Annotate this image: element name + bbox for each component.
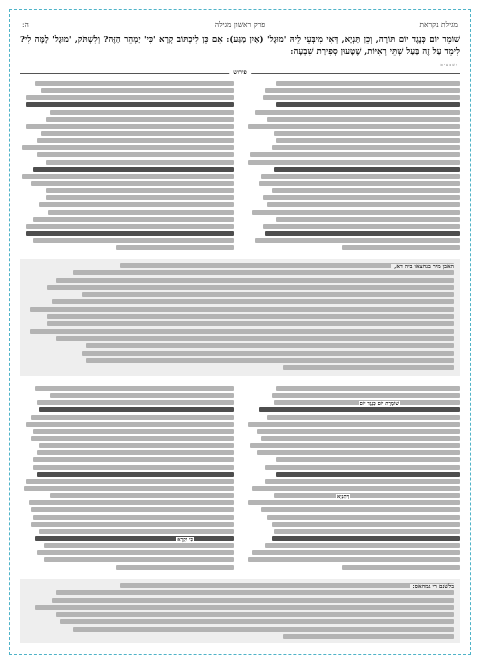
text-line xyxy=(265,543,460,548)
text-line xyxy=(41,131,234,136)
box-text-line xyxy=(47,285,454,290)
text-line xyxy=(261,436,460,441)
text-line xyxy=(44,557,234,562)
header-center: פרק ראשון מגילה xyxy=(214,20,266,29)
text-line xyxy=(33,429,234,434)
box-text-line xyxy=(52,299,454,304)
text-line xyxy=(252,210,460,215)
box-text-lines xyxy=(26,263,454,372)
box-title: האבן מיר בנחצאו ביה דא, xyxy=(391,264,454,270)
text-lines xyxy=(246,81,460,252)
mishna-paragraph: שׁוֹמֵר יוֹם כְּנֶגֶד יוֹם תּוֹרָה, וְכֵן תַּנְיָא, דְּאִי מִיבְּעֵי לֵיהּ 'מוּגָל' (אַיִן מַגַּע): אִם כֵּן לִיכְתּוֹב קְרָא 'כִּי' יַמְהֵר הַזֶּה? וְלִשְׁתֹּק, 'מוּגָל' לָמָּה לִי? לִימֵד עַל זֶה בַּעַל שְׁתֵּי רְאִיּוֹת, שֶׁטָּעוּן סְפִירַת שִׁבְעָה: xyxy=(20,35,460,57)
text-line xyxy=(276,457,460,462)
text-line xyxy=(46,195,234,200)
small-note: ושבעים xyxy=(440,62,458,67)
text-line xyxy=(50,393,234,398)
text-line xyxy=(44,543,234,548)
text-line xyxy=(263,224,460,229)
text-line xyxy=(31,436,234,441)
mishna-text xyxy=(20,34,460,58)
text-line xyxy=(272,145,460,150)
box-text-line xyxy=(73,627,454,632)
text-line xyxy=(267,117,460,122)
text-line xyxy=(250,152,460,157)
text-line xyxy=(248,422,460,427)
text-line xyxy=(37,472,234,477)
text-line xyxy=(22,174,234,179)
commentary-column-left xyxy=(20,81,234,253)
bold-phrase: שׁוֹמֶרֶת יוֹם כְּנֶגֶד יוֹם xyxy=(359,401,399,407)
text-line xyxy=(116,565,234,570)
text-line xyxy=(33,465,234,470)
text-line xyxy=(276,138,460,143)
header-right: מגילת נקראת xyxy=(419,20,458,29)
box-text-line xyxy=(30,329,454,334)
box-text-line xyxy=(56,612,454,617)
text-line xyxy=(265,479,460,484)
text-line xyxy=(259,181,460,186)
text-line xyxy=(31,522,234,527)
commentary-column-right xyxy=(246,81,460,253)
text-line xyxy=(274,493,460,498)
text-line xyxy=(33,457,234,462)
text-line xyxy=(342,245,460,250)
text-line xyxy=(276,386,460,391)
text-line xyxy=(248,160,460,165)
text-line xyxy=(33,238,234,243)
text-line xyxy=(272,188,460,193)
shaded-note-box xyxy=(20,579,460,643)
text-line xyxy=(31,415,234,420)
text-line xyxy=(31,507,234,512)
text-line xyxy=(250,443,460,448)
bold-phrase: דְּתַנְיָא xyxy=(336,494,349,500)
box-title: בלשנם רי גמחאס: xyxy=(410,584,454,590)
text-line xyxy=(50,110,234,115)
text-line xyxy=(37,152,234,157)
text-line xyxy=(39,529,234,534)
box-text-line xyxy=(82,292,454,297)
text-line xyxy=(39,202,234,207)
shaded-commentary-box xyxy=(20,259,460,376)
text-line xyxy=(259,407,460,412)
box-text-line xyxy=(47,321,454,326)
text-line xyxy=(265,465,460,470)
text-line xyxy=(257,450,460,455)
box-text-line xyxy=(47,314,454,319)
text-line xyxy=(37,450,234,455)
box-text-line xyxy=(60,619,454,624)
text-line xyxy=(265,88,460,93)
box-text-lines xyxy=(26,583,454,641)
text-lines xyxy=(20,81,234,252)
text-line xyxy=(29,500,234,505)
text-line xyxy=(267,415,460,420)
text-line xyxy=(33,167,234,172)
header-page-number: ה: xyxy=(22,20,29,29)
text-line xyxy=(272,393,460,398)
text-line xyxy=(26,102,234,107)
text-line xyxy=(276,217,460,222)
text-line xyxy=(26,224,234,229)
text-line xyxy=(48,210,234,215)
running-header xyxy=(20,18,460,32)
text-line xyxy=(248,557,460,562)
box-text-line xyxy=(56,336,454,341)
bold-phrase: כִּי יִקְרָא xyxy=(177,537,193,543)
text-line xyxy=(50,493,234,498)
text-line xyxy=(26,231,234,236)
text-line xyxy=(261,507,460,512)
text-line xyxy=(274,529,460,534)
text-line xyxy=(272,536,460,541)
text-line xyxy=(26,95,234,100)
text-line xyxy=(22,145,234,150)
box-text-line xyxy=(56,278,454,283)
text-line xyxy=(116,245,234,250)
text-line xyxy=(274,131,460,136)
text-line xyxy=(252,550,460,555)
text-line xyxy=(252,486,460,491)
text-line xyxy=(272,522,460,527)
text-line xyxy=(267,515,460,520)
text-line xyxy=(257,429,460,434)
text-line xyxy=(35,81,234,86)
box-text-line xyxy=(35,605,454,610)
box-text-line xyxy=(73,270,454,275)
text-line xyxy=(274,167,460,172)
text-line xyxy=(33,217,234,222)
text-line xyxy=(37,400,234,405)
text-line xyxy=(39,407,234,412)
text-line xyxy=(46,117,234,122)
text-lines xyxy=(246,386,460,572)
peirush-label: פירוש xyxy=(229,69,251,76)
text-line xyxy=(46,188,234,193)
text-line xyxy=(39,443,234,448)
text-line xyxy=(255,110,460,115)
text-line xyxy=(255,238,460,243)
box-text-line xyxy=(82,351,454,356)
text-line xyxy=(276,81,460,86)
text-line xyxy=(342,565,460,570)
text-line xyxy=(37,138,234,143)
text-line xyxy=(248,124,460,129)
text-line xyxy=(26,422,234,427)
text-lines xyxy=(20,386,234,572)
talmud-page xyxy=(20,18,460,646)
box-text-line xyxy=(120,583,454,588)
text-line xyxy=(263,195,460,200)
box-text-line xyxy=(86,343,454,348)
text-line xyxy=(276,102,460,107)
text-line xyxy=(24,486,234,491)
text-line xyxy=(46,160,234,165)
text-line xyxy=(26,124,234,129)
text-line xyxy=(265,231,460,236)
text-line xyxy=(31,181,234,186)
text-line xyxy=(35,536,234,541)
box-text-line xyxy=(52,598,454,603)
box-text-line xyxy=(283,365,454,370)
box-text-line xyxy=(86,358,454,363)
commentary-columns-top xyxy=(20,81,460,253)
text-line xyxy=(37,550,234,555)
text-line xyxy=(26,479,234,484)
text-line xyxy=(267,202,460,207)
box-text-line xyxy=(56,590,454,595)
box-text-line xyxy=(283,634,454,639)
text-line xyxy=(35,386,234,391)
text-line xyxy=(33,515,234,520)
text-line xyxy=(248,500,460,505)
text-line xyxy=(261,174,460,179)
peirush-divider xyxy=(20,69,460,78)
text-line xyxy=(41,88,234,93)
text-line xyxy=(276,472,460,477)
box-text-line xyxy=(30,307,454,312)
text-line xyxy=(263,95,460,100)
